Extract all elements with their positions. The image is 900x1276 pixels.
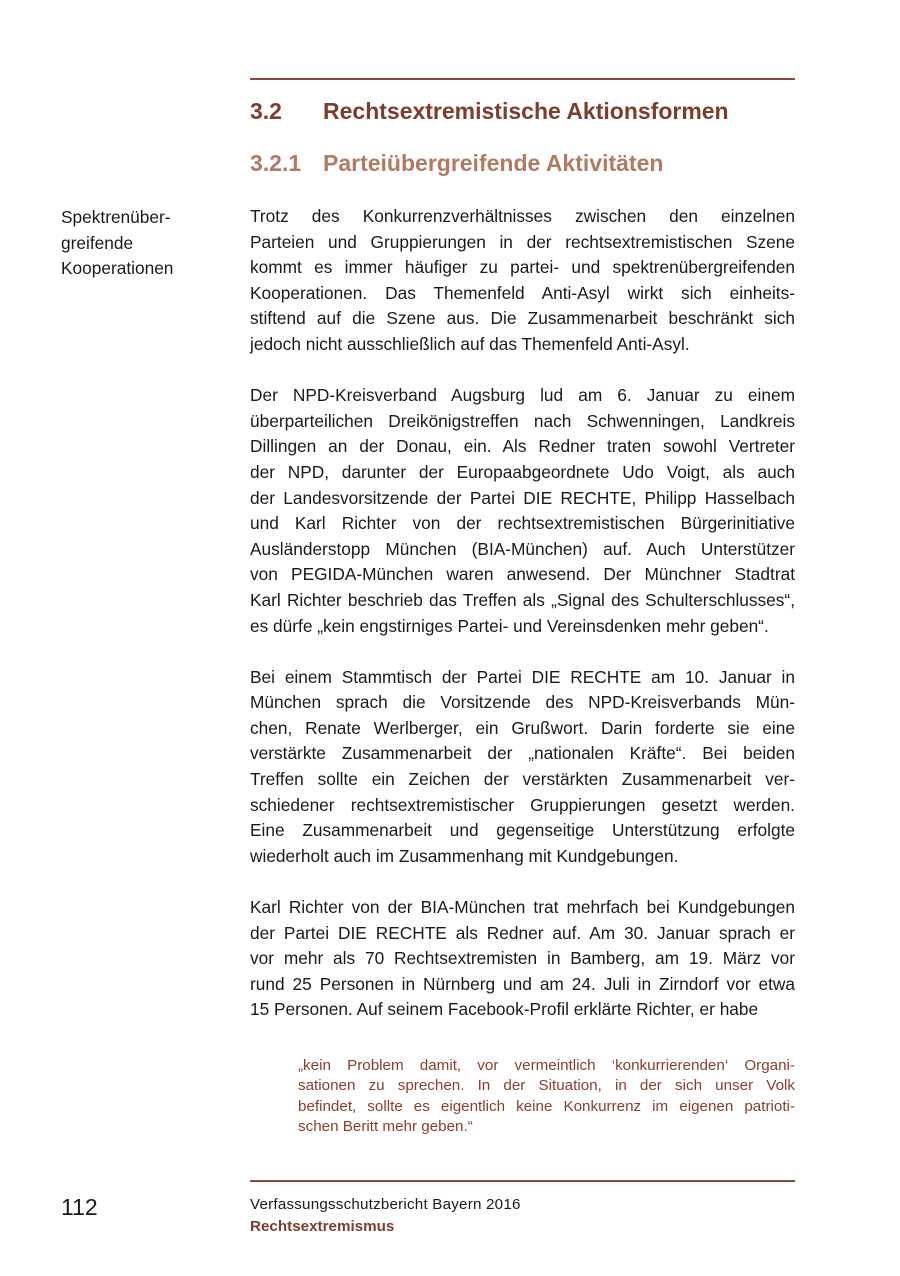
text-line: kommt es immer häufiger zu partei- und spektrenübergreifenden — [250, 257, 795, 278]
footer-section: Rechtsextremismus — [250, 1218, 395, 1235]
quote-line: schen Beritt mehr geben.“ — [298, 1118, 473, 1136]
text-line: wiederholt auch im Zusammenhang mit Kundgebungen. — [250, 845, 679, 866]
subsection-heading — [250, 150, 810, 177]
page-number: 112 — [61, 1194, 98, 1220]
text-line: jedoch nicht ausschließlich auf das Themenfeld Anti-Asyl. — [250, 333, 690, 354]
paragraph-4 — [250, 895, 795, 1023]
text-line: überparteilichen Dreikönigstreffen nach Schwenningen, Landkreis — [250, 410, 795, 431]
margin-note — [61, 205, 221, 282]
text-line: der Landesvorsitzende der Partei DIE RECHTE, Philipp Hasselbach — [250, 487, 795, 508]
margin-note-line: greifende — [61, 232, 134, 253]
margin-note-line: Spektrenüber- — [61, 207, 171, 227]
text-line: München sprach die Vorsitzende des NPD-Kreisverbands Mün- — [250, 692, 795, 713]
text-line: Bei einem Stammtisch der Partei DIE RECHTE am 10. Januar in — [250, 666, 795, 687]
text-line: Ausländerstopp München (BIA-München) auf. Auch Unterstützer — [250, 538, 795, 559]
text-line: Dillingen an der Donau, ein. Als Redner traten sowohl Vertreter — [250, 436, 795, 457]
text-line: Karl Richter von der BIA-München trat mehrfach bei Kundgebungen — [250, 897, 795, 918]
paragraph-1 — [250, 204, 795, 358]
paragraph-3 — [250, 665, 795, 870]
text-line: der Partei DIE RECHTE als Redner auf. Am 30. Januar sprach er — [250, 922, 795, 943]
text-line: und Karl Richter von der rechtsextremistischen Bürgerinitiative — [250, 513, 795, 534]
section-number: 3.2 — [250, 98, 282, 124]
text-line: rund 25 Personen in Nürnberg und am 24. Juli in Zirndorf vor etwa — [250, 973, 795, 994]
footer-publication: Verfassungsschutzbericht Bayern 2016 — [250, 1196, 521, 1213]
quote-line: „kein Problem damit, vor vermeintlich ‘konkurrierenden‘ Organi- — [298, 1057, 795, 1074]
text-line: der NPD, darunter der Europaabgeordnete Udo Voigt, als auch — [250, 461, 795, 482]
section-title: Rechtsextremistische Aktionsformen — [323, 98, 729, 124]
text-line: verstärkte Zusammenarbeit der „nationalen Kräfte“. Bei beiden — [250, 743, 795, 764]
text-line: Parteien und Gruppierungen in der rechtsextremistischen Szene — [250, 231, 795, 252]
text-line: Kooperationen. Das Themenfeld Anti-Asyl wirkt sich einheits- — [250, 282, 795, 303]
subsection-number: 3.2.1 — [250, 150, 302, 176]
header-rule — [250, 78, 795, 80]
text-line: stiftend auf die Szene aus. Die Zusammenarbeit beschränkt sich — [250, 308, 795, 329]
block-quote — [298, 1056, 795, 1138]
footer-rule — [250, 1180, 795, 1182]
text-line: Treffen sollte ein Zeichen der verstärkten Zusammenarbeit ver- — [250, 769, 795, 790]
text-line: Karl Richter beschrieb das Treffen als „Signal des Schulterschlusses“, — [250, 589, 795, 610]
text-line: Der NPD-Kreisverband Augsburg lud am 6. Januar zu einem — [250, 385, 795, 406]
text-line: von PEGIDA-München waren anwesend. Der Münchner Stadtrat — [250, 564, 795, 585]
body-text — [250, 204, 795, 1023]
text-line: Eine Zusammenarbeit und gegenseitige Unterstützung erfolgte — [250, 820, 795, 841]
text-line: 15 Personen. Auf seinem Facebook-Profil erklärte Richter, er habe — [250, 999, 759, 1020]
text-line: chen, Renate Werlberger, ein Grußwort. Darin forderte sie eine — [250, 717, 795, 738]
text-line: vor mehr als 70 Rechtsextremisten in Bamberg, am 19. März vor — [250, 948, 795, 969]
subsection-title: Parteiübergreifende Aktivitäten — [323, 150, 664, 176]
quote-line: befindet, sollte es eigentlich keine Konkurrenz im eigenen patrioti- — [298, 1097, 795, 1115]
paragraph-2 — [250, 383, 795, 639]
quote-line: sationen zu sprechen. In der Situation, in der sich unser Volk — [298, 1077, 795, 1095]
text-line: Trotz des Konkurrenzverhältnisses zwischen den einzelnen — [250, 206, 795, 226]
margin-note-line: Kooperationen — [61, 258, 174, 279]
section-heading — [250, 98, 810, 125]
text-line: schiedener rechtsextremistischer Gruppierungen gesetzt werden. — [250, 794, 795, 815]
text-line: es dürfe „kein engstirniges Partei- und Vereinsdenken mehr geben“. — [250, 615, 769, 636]
